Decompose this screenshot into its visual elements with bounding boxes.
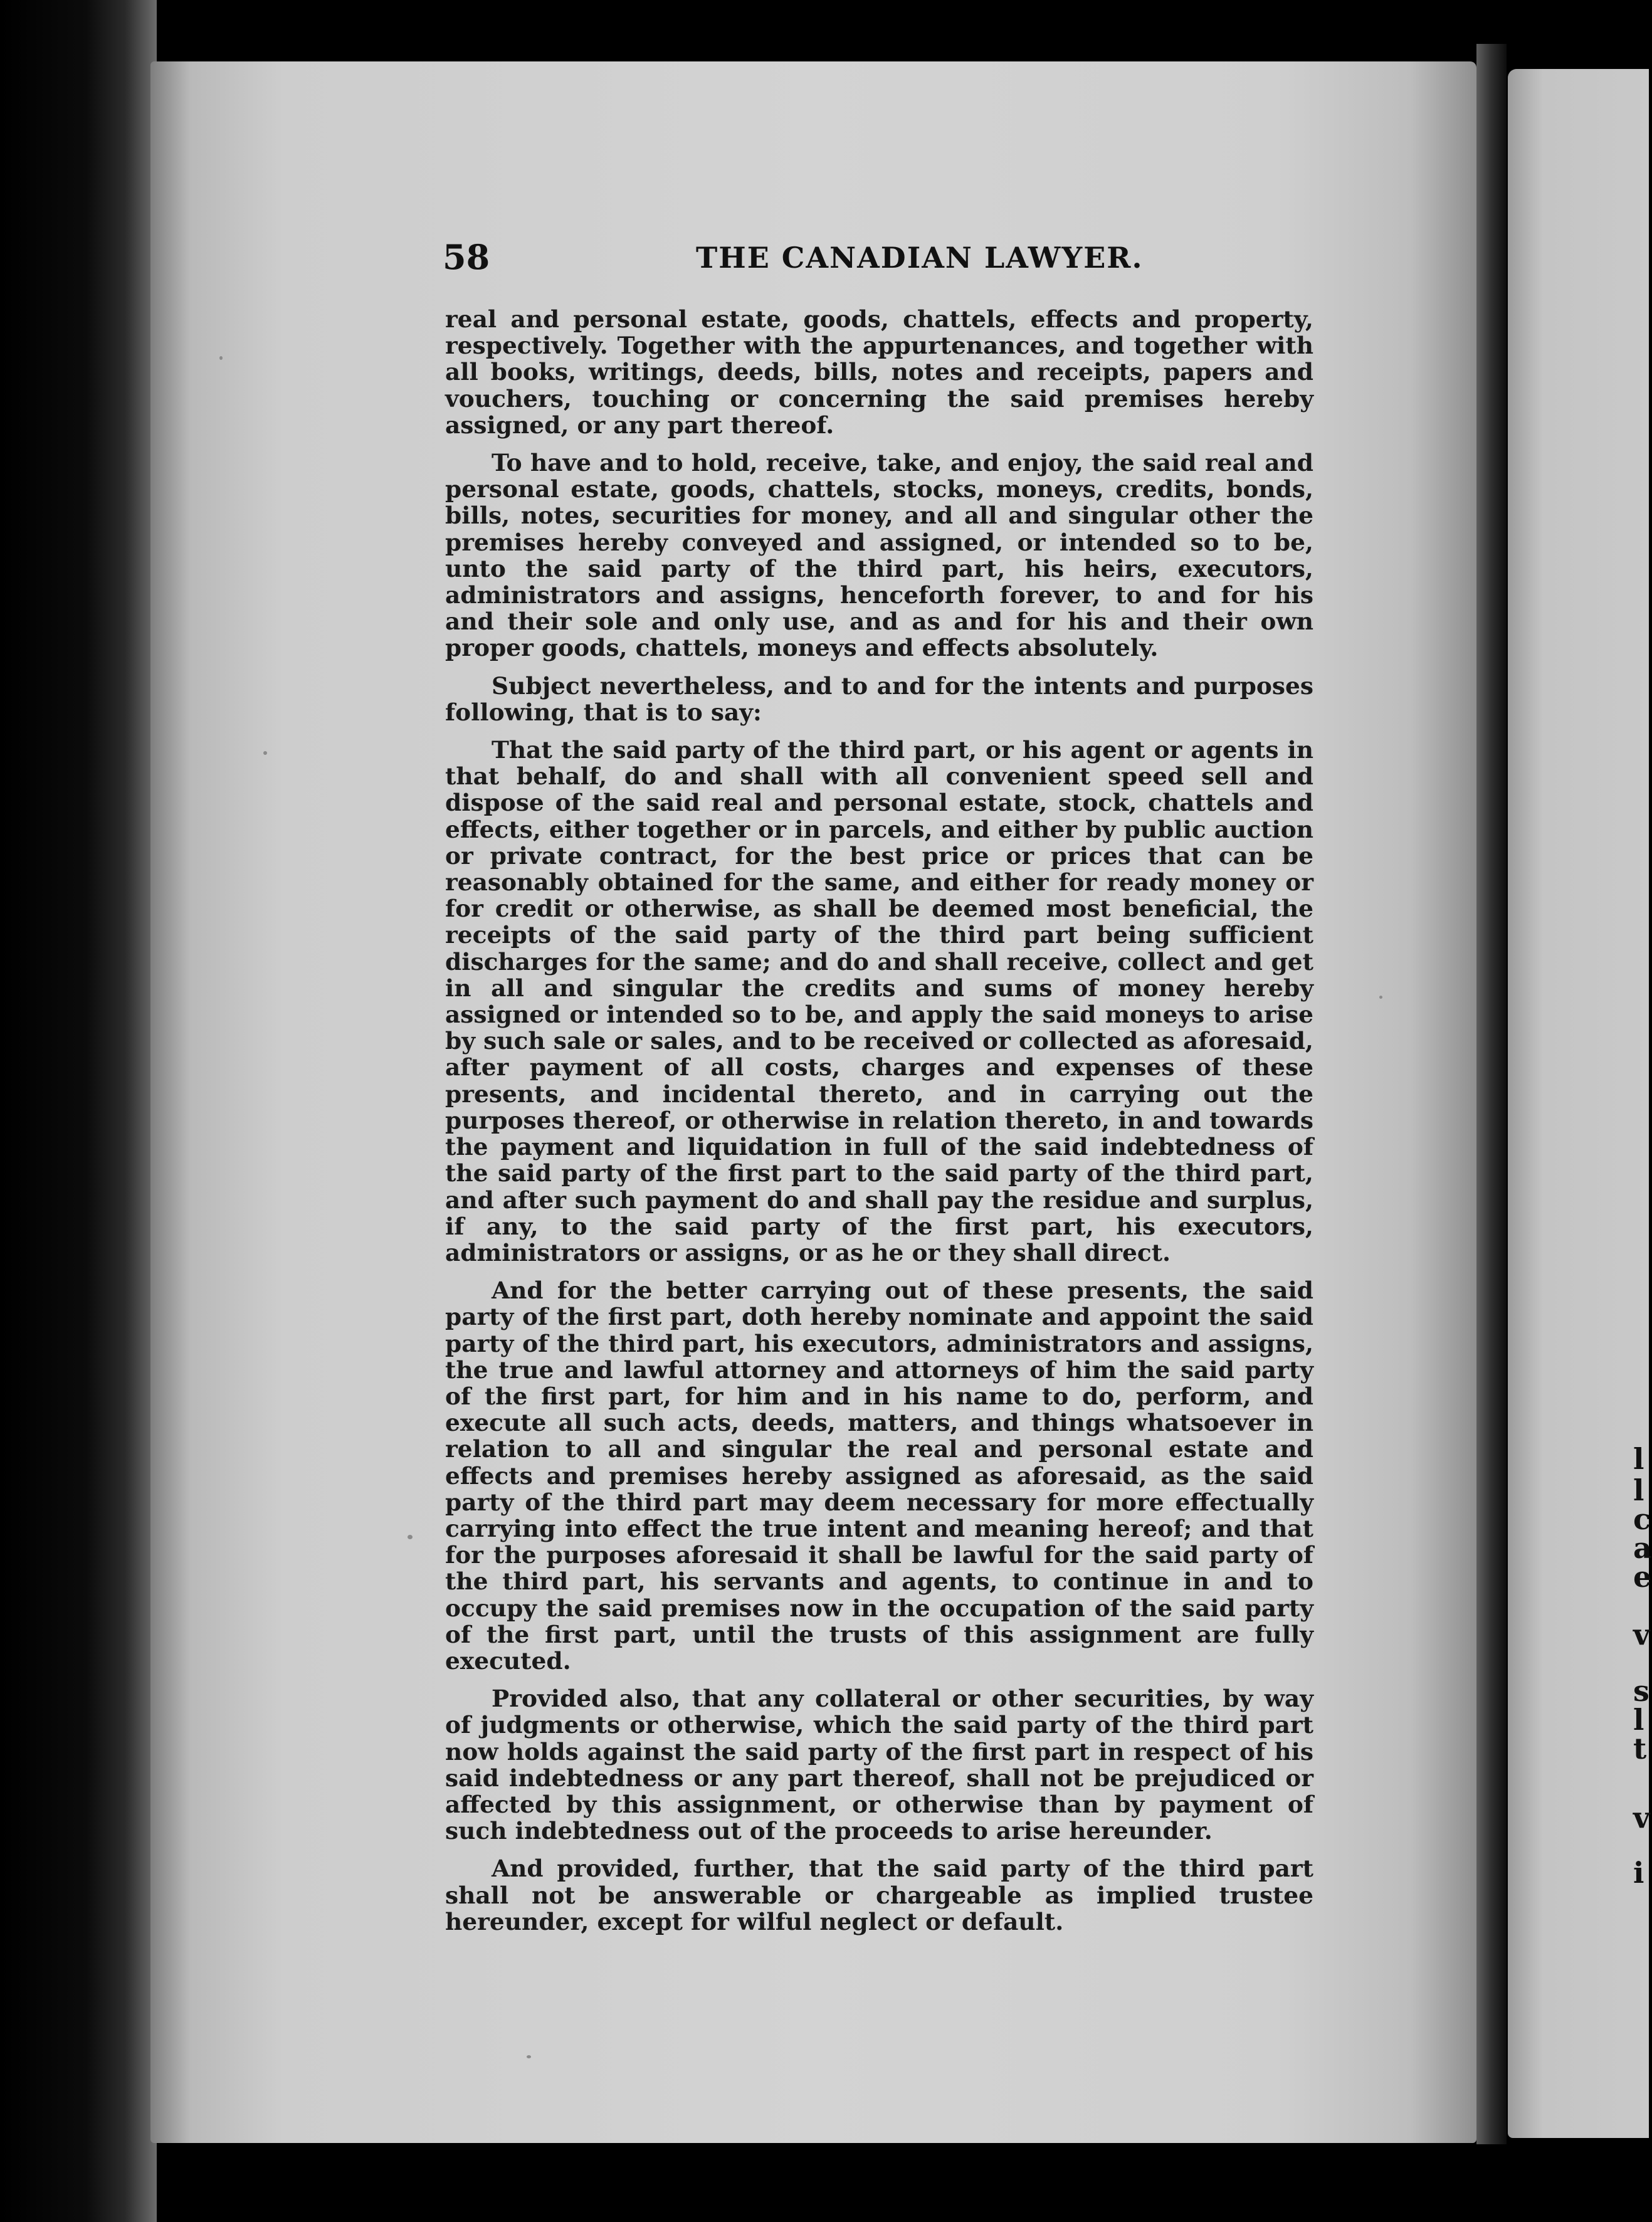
page-header bbox=[0, 237, 1649, 281]
next-page-fragment: i bbox=[1633, 1856, 1644, 1890]
next-page-fragment: s bbox=[1633, 1674, 1649, 1708]
next-page-fragment: c bbox=[1633, 1502, 1651, 1536]
next-page-fragment: l bbox=[1633, 1473, 1644, 1507]
paragraph: And for the better carrying out of these presents, the said party of the first part, doth hereby nominate and appoint the said party of the third part, his executors, administrators and assigns, the true and lawful attorney and attorneys of him the said party of the first part, for him and in his name to do, perform, and execute all such acts, deeds, matters, and things whatsoever in relation to all and singular the real and personal estate and effects and premises hereby assigned as aforesaid, as the said party of the third part may deem necessary for more effectually carrying into effect the true intent and meaning hereof; and that for the purposes aforesaid it shall be lawful for the said party of the third part, his servants and agents, to continue in and to occupy the said premises now in the occupation of the said party of the first part, until the trusts of this assignment are fully executed. bbox=[445, 1277, 1313, 1675]
next-page-fragment: l bbox=[1633, 1442, 1644, 1476]
book-left-edge bbox=[0, 0, 157, 2222]
paragraph: To have and to hold, receive, take, and enjoy, the said real and personal estate, goods, chattels, stocks, moneys, credits, bonds, bills, notes, securities for money, and all and singular other the premises hereby conveyed and assigned, or intended so to be, unto the said party of the third part, his heirs, executors, administrators and assigns, henceforth forever, to and for his and their sole and only use, and as and for his and their own proper goods, chattels, moneys and effects absolutely. bbox=[445, 449, 1313, 662]
running-head: THE CANADIAN LAWYER. bbox=[696, 241, 1144, 275]
paragraph: And provided, further, that the said party of the third part shall not be answerable or chargeable as implied trustee hereunder, except for wilful neglect or default. bbox=[445, 1855, 1313, 1935]
paragraph: Provided also, that any collateral or other securities, by way of judgments or otherwise, which the said party of the third part now holds against the said party of the first part in respect of his said indebtedness or any part thereof, shall not be prejudiced or affected by this assignment, or otherwise than by payment of such indebtedness out of the proceeds to arise hereunder. bbox=[445, 1685, 1313, 1845]
next-page-fragment: l bbox=[1633, 1703, 1644, 1737]
next-page-fragment: v bbox=[1633, 1618, 1650, 1651]
paragraph: That the said party of the third part, or his agent or agents in that behalf, do and shall with all convenient speed sell and dispose of the said real and personal estate, stock, chattels and effects, either together or in parcels, and either by public auction or private contract, for the best price or prices that can be reasonably obtained for the same, and either for ready money or for credit or otherwise, as shall be deemed most beneficial, the receipts of the said party of the third part being sufficient discharges for the same; and do and shall receive, collect and get in all and singular the credits and sums of money hereby assigned or intended so to be, and apply the said moneys to arise by such sale or sales, and to be received or collected as aforesaid, after payment of all costs, charges and expenses of these presents, and incidental thereto, and in carrying out the purposes thereof, or otherwise in relation thereto, in and towards the payment and liquidation in full of the said indebtedness of the said party of the first part to the said party of the third part, and after such payment do and shall pay the residue and surplus, if any, to the said party of the first part, his executors, administrators or assigns, or as he or they shall direct. bbox=[445, 736, 1313, 1266]
page-number: 58 bbox=[443, 237, 490, 277]
next-page-fragment: e bbox=[1633, 1560, 1652, 1594]
next-page-edge bbox=[1508, 69, 1652, 2138]
body-text bbox=[445, 306, 1313, 1946]
next-page-fragment: t bbox=[1633, 1732, 1647, 1766]
next-page-fragment: v bbox=[1633, 1801, 1650, 1835]
next-page-fragment: a bbox=[1633, 1531, 1652, 1565]
book-gutter bbox=[1476, 44, 1507, 2144]
paragraph: real and personal estate, goods, chattels, effects and property, respectively. Together with the appurtenances, and together with all books, writings, deeds, bills, notes and receipts, papers and vouchers, touching or concerning the said premises hereby assigned, or any part thereof. bbox=[445, 305, 1313, 439]
paragraph: Subject nevertheless, and to and for the intents and purposes following, that is to say: bbox=[445, 671, 1313, 726]
